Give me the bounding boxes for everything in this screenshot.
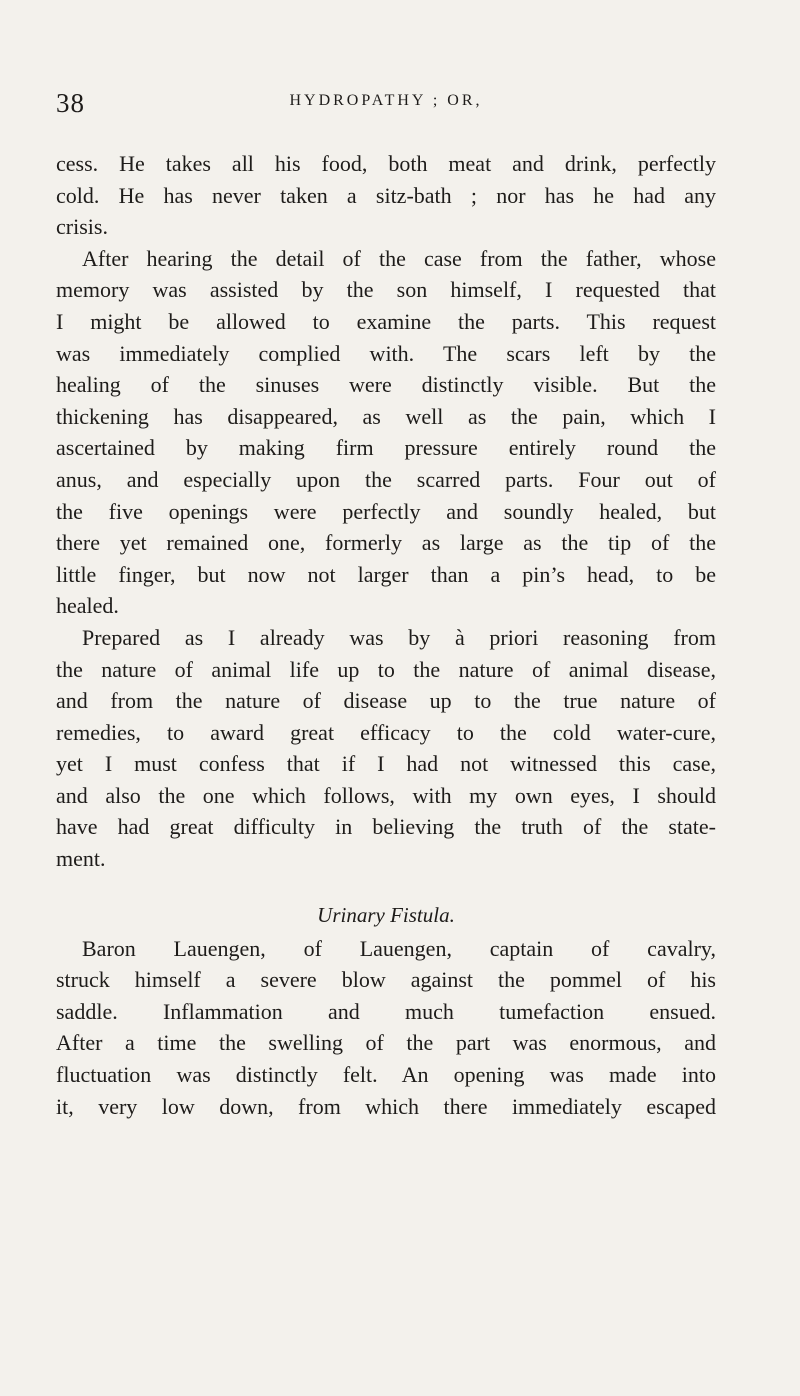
text-line: and also the one which follows, with my own eyes, I should <box>56 782 716 808</box>
text-line: healing of the sinuses were distinctly visible. But the <box>56 372 716 398</box>
text-line: ascertained by making firm pressure entirely round the <box>56 435 716 461</box>
text-line: memory was assisted by the son himself, I requested that <box>56 277 716 303</box>
text-line: struck himself a severe blow against the pommel of his <box>56 967 716 993</box>
section-heading: Urinary Fistula. <box>317 902 455 927</box>
paragraph <box>56 148 716 243</box>
text-line: crisis. <box>56 214 108 240</box>
text-line: the five openings were perfectly and soundly healed, but <box>56 498 716 524</box>
text-line: Prepared as I already was by à priori reasoning from <box>82 624 716 650</box>
text-line: there yet remained one, formerly as large as the tip of the <box>56 530 716 556</box>
text-line: After a time the swelling of the part was enormous, and <box>56 1030 716 1056</box>
text-line: anus, and especially upon the scarred parts. Four out of <box>56 466 716 492</box>
text-line: yet I must confess that if I had not witnessed this case, <box>56 751 716 777</box>
text-line: fluctuation was distinctly felt. An opening was made into <box>56 1062 716 1088</box>
text-line: I might be allowed to examine the parts. This request <box>56 308 716 334</box>
text-line: have had great difficulty in believing the truth of the state- <box>56 814 716 840</box>
body-text <box>56 148 716 1122</box>
spacer <box>56 875 716 897</box>
text-line: Baron Lauengen, of Lauengen, captain of cavalry, <box>82 935 716 961</box>
text-line: After hearing the detail of the case from the father, whose <box>82 245 716 271</box>
paragraph <box>56 622 716 875</box>
text-line: saddle. Inflammation and much tumefaction ensued. <box>56 998 716 1024</box>
paragraph <box>56 933 716 1123</box>
text-line: thickening has disappeared, as well as the pain, which I <box>56 403 716 429</box>
paragraph <box>56 243 716 622</box>
page-number: 38 <box>56 88 85 118</box>
text-line: healed. <box>56 593 119 619</box>
text-line: cess. He takes all his food, both meat and drink, perfectly <box>56 151 716 176</box>
text-line: cold. He has never taken a sitz-bath ; nor has he had any <box>56 182 716 208</box>
running-title: HYDROPATHY ; OR, <box>289 92 483 109</box>
running-head <box>56 88 716 118</box>
text-line: ment. <box>56 846 106 872</box>
text-line: little finger, but now not larger than a pin’s head, to be <box>56 561 716 587</box>
text-line: the nature of animal life up to the nature of animal disease, <box>56 656 716 682</box>
text-line: remedies, to award great efficacy to the cold water-cure, <box>56 719 716 745</box>
text-line: was immediately complied with. The scars left by the <box>56 340 716 366</box>
text-line: it, very low down, from which there immediately escaped <box>56 1093 716 1119</box>
text-line: and from the nature of disease up to the true nature of <box>56 688 716 714</box>
